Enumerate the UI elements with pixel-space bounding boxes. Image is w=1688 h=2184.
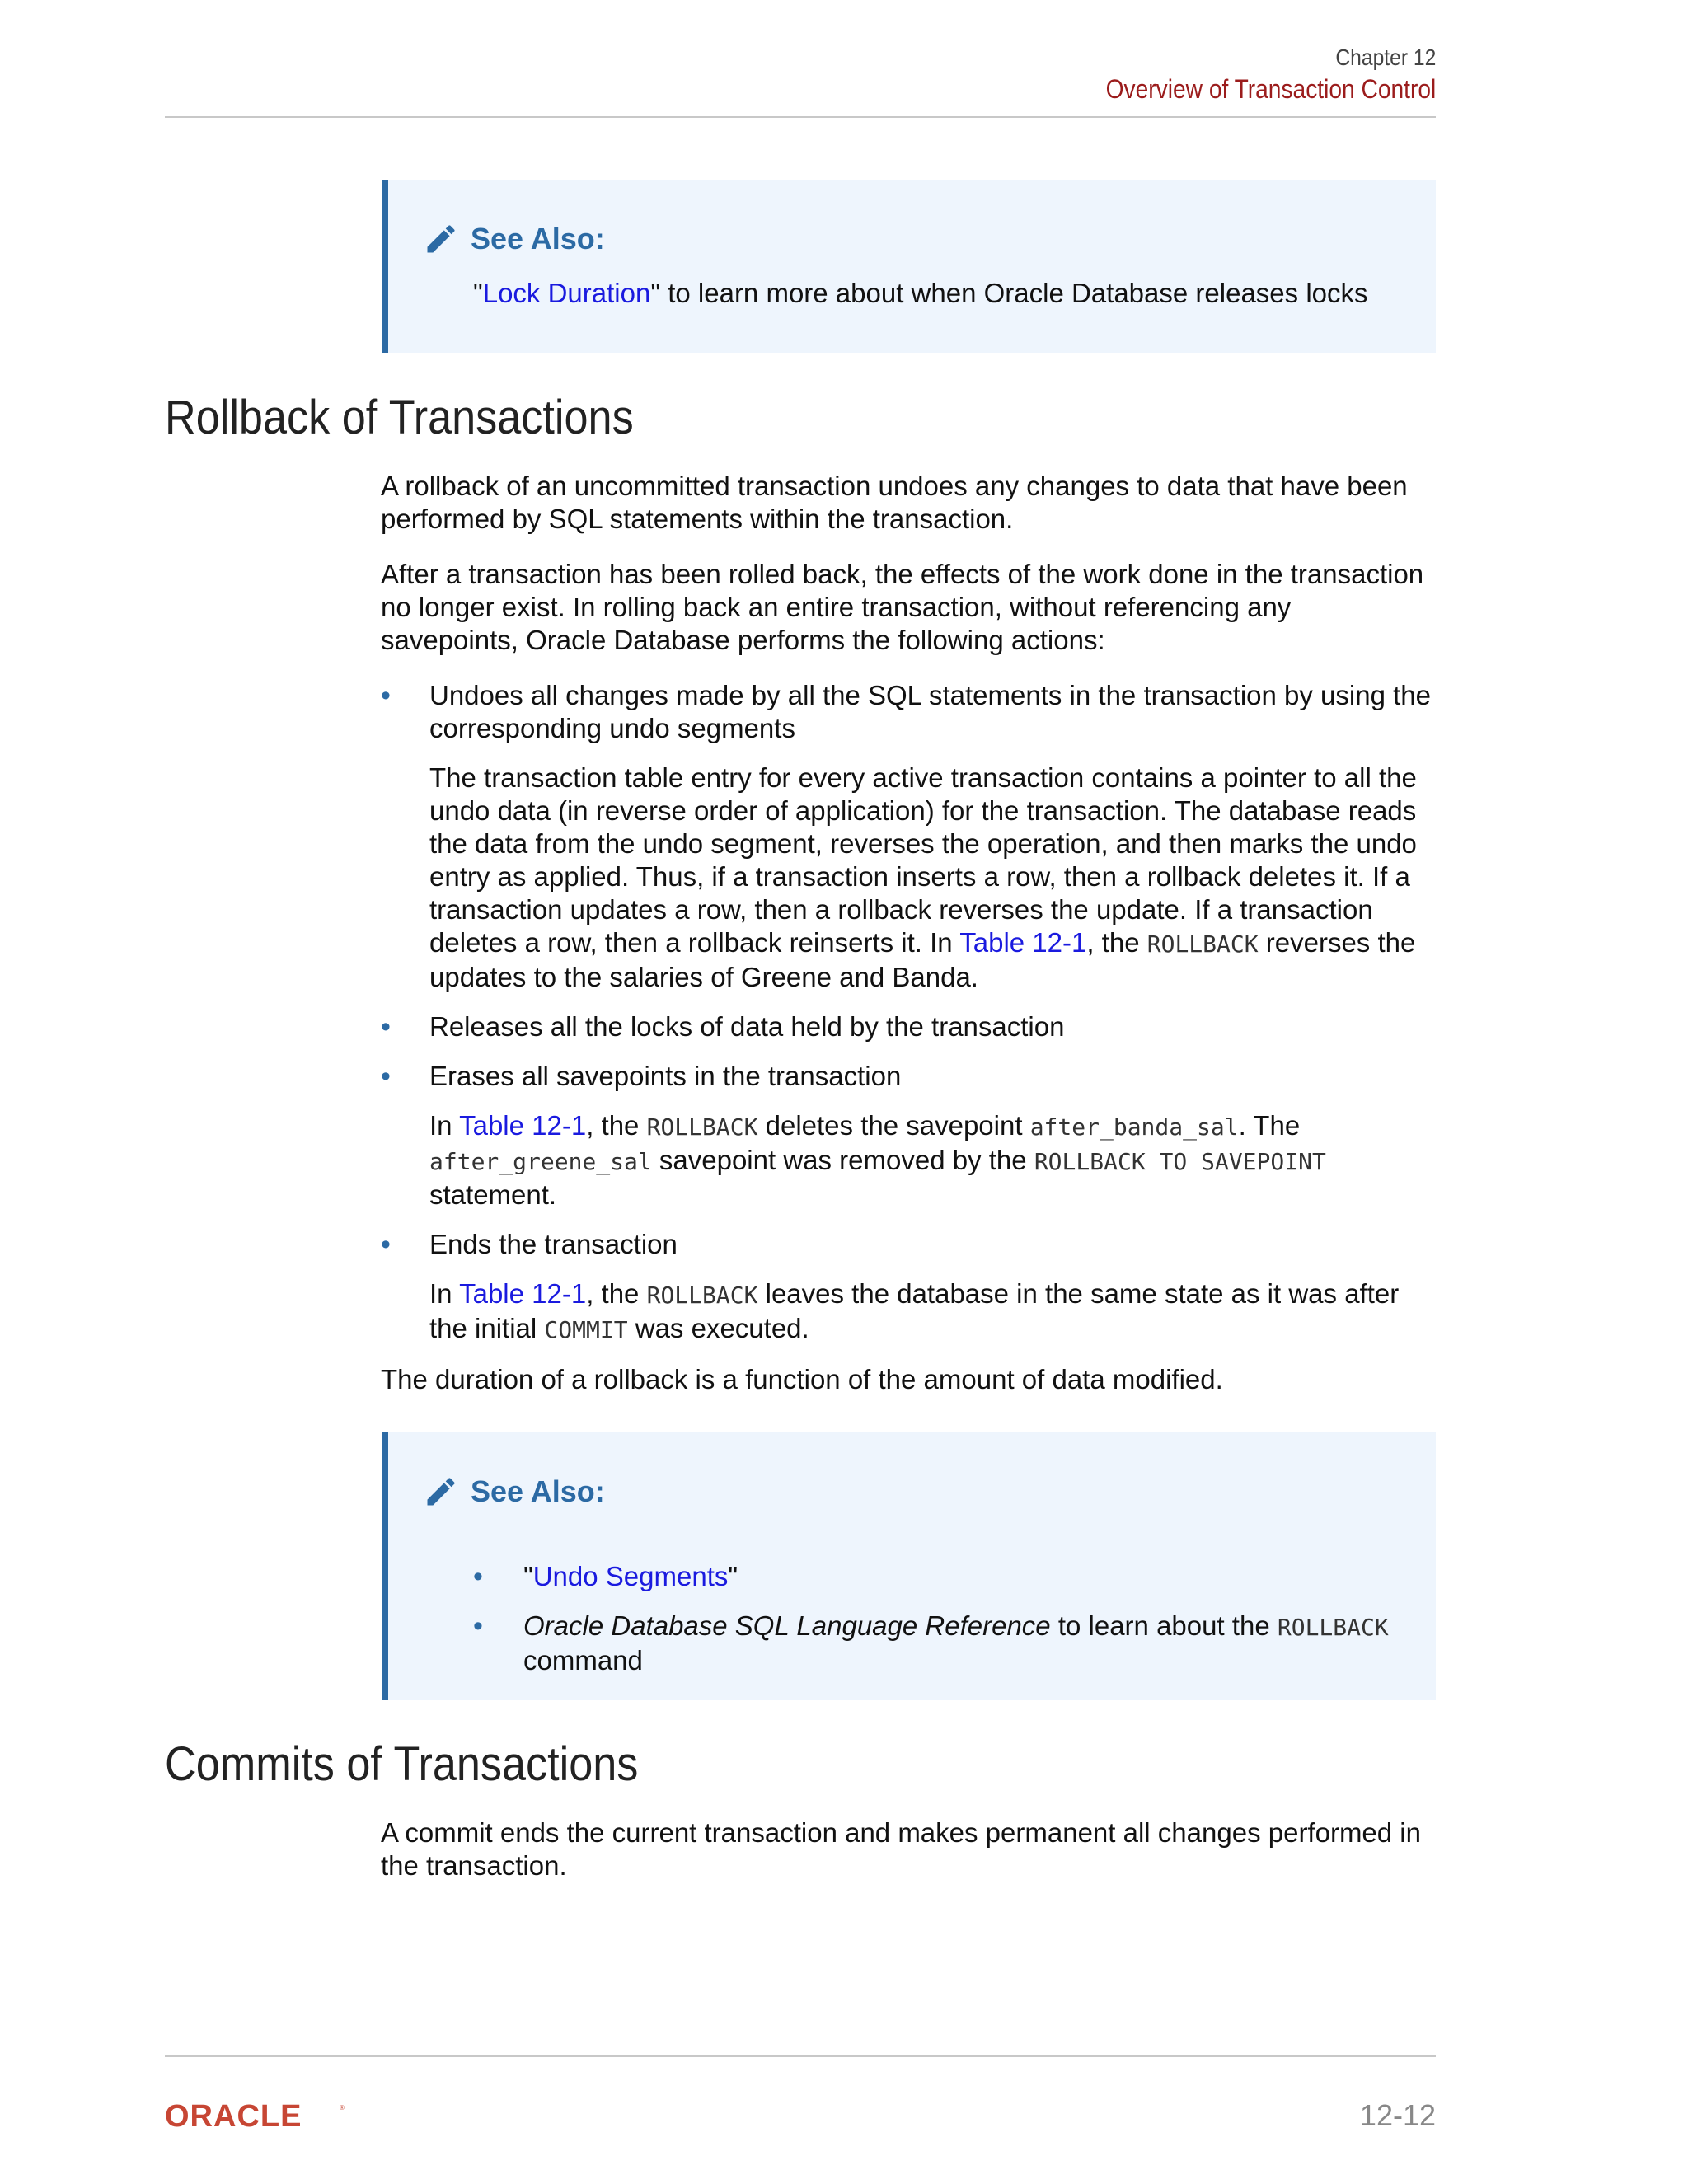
savepoint-code: after_greene_sal — [429, 1148, 652, 1175]
table-12-1-link[interactable]: Table 12-1 — [459, 1278, 587, 1309]
detail-text: , the — [1086, 927, 1147, 958]
bullet-text: Erases all savepoints in the transaction — [429, 1061, 902, 1091]
rollback-to-savepoint-code: ROLLBACK TO SAVEPOINT — [1034, 1148, 1326, 1175]
rollback-paragraph-1: A rollback of an uncommitted transaction undoes any changes to data that have been performed by SQL statements within the transaction. — [381, 471, 1408, 534]
detail-text: . The — [1238, 1110, 1301, 1141]
see-also-note-undo — [382, 1432, 1436, 1700]
registered-mark-icon: ® — [340, 2104, 345, 2111]
rollback-code: ROLLBACK — [646, 1282, 758, 1309]
rollback-heading: Rollback of Transactions — [165, 391, 634, 444]
list-item — [381, 679, 1436, 745]
detail-text: In — [429, 1110, 460, 1141]
list-item: • "Undo Segments" — [473, 1561, 738, 1592]
list-item — [473, 1610, 1404, 1677]
note-label: See Also: — [471, 1474, 605, 1508]
rollback-paragraph-2: After a transaction has been rolled back, the effects of the work done in the transaction no longer exist. In rolling back an entire transaction, without referencing any savepoints, Oracle Database performs the following actions: — [381, 559, 1424, 655]
bullet-text: Undoes all changes made by all the SQL statements in the transaction by using the corresponding undo segments — [429, 680, 1431, 743]
rollback-code: ROLLBACK — [1277, 1614, 1389, 1641]
pencil-icon — [423, 221, 459, 257]
see-also-note-lock-duration — [382, 180, 1436, 353]
see-also-list — [473, 1560, 1404, 1694]
chapter-title: Overview of Transaction Control — [1105, 74, 1436, 104]
table-12-1-link[interactable]: Table 12-1 — [459, 1110, 587, 1141]
list-item — [381, 1228, 1436, 1261]
lock-duration-link[interactable]: Lock Duration — [482, 278, 651, 308]
bullet-icon: • — [381, 1011, 391, 1043]
detail-text: statement. — [429, 1179, 557, 1210]
bullet-detail — [381, 1277, 1436, 1347]
commits-heading: Commits of Transactions — [165, 1737, 639, 1791]
note-text-body: to learn more about when Oracle Database releases locks — [660, 278, 1368, 308]
detail-text: reverses the updates to the salaries of Greene and Banda. — [429, 927, 1416, 992]
table-12-1-link[interactable]: Table 12-1 — [959, 927, 1087, 958]
rollback-body — [381, 470, 1436, 1396]
detail-text: savepoint was removed by the — [651, 1145, 1034, 1175]
detail-text: In — [429, 1278, 460, 1309]
savepoint-code: after_banda_sal — [1029, 1113, 1239, 1141]
list-item — [381, 1010, 1436, 1043]
list-item — [381, 1060, 1436, 1093]
note-header — [423, 221, 605, 257]
oracle-logo — [165, 2100, 346, 2137]
rollback-code: ROLLBACK — [1146, 930, 1259, 958]
footer-divider — [165, 2055, 1436, 2057]
detail-text: leaves the database in the same state as it was after the initial — [429, 1278, 1400, 1343]
detail-text: , the — [586, 1278, 647, 1309]
page-number: 12-12 — [1359, 2098, 1436, 2132]
chapter-header — [1061, 43, 1436, 105]
detail-text: , the — [586, 1110, 647, 1141]
rollback-code: ROLLBACK — [646, 1113, 758, 1141]
note-item-text: to learn about the — [1050, 1610, 1278, 1641]
note-label: See Also: — [471, 222, 605, 255]
commit-code: COMMIT — [544, 1316, 628, 1343]
chapter-number: Chapter 12 — [1335, 45, 1436, 70]
bullet-text: Releases all the locks of data held by the transaction — [429, 1011, 1065, 1042]
note-header — [423, 1474, 605, 1510]
rollback-paragraph-3: The duration of a rollback is a function of the amount of data modified. — [381, 1364, 1223, 1394]
oracle-logo-text: ORACLE — [165, 2100, 302, 2133]
bullet-icon: • — [381, 680, 391, 711]
bullet-icon: • — [381, 1229, 391, 1260]
commits-paragraph-1: A commit ends the current transaction and makes permanent all changes performed in the transaction. — [381, 1817, 1421, 1881]
note-item-text: command — [523, 1645, 643, 1675]
bullet-icon: • — [381, 1061, 391, 1092]
detail-text: was executed. — [627, 1313, 809, 1343]
detail-text: deletes the savepoint — [757, 1110, 1030, 1141]
pencil-icon — [423, 1474, 459, 1510]
sql-reference-title: Oracle Database SQL Language Reference — [523, 1610, 1051, 1641]
bullet-detail — [381, 1109, 1436, 1212]
header-divider — [165, 116, 1436, 118]
bullet-detail — [381, 762, 1436, 994]
commits-body — [381, 1816, 1436, 1882]
note-text: "Lock Duration" to learn more about when Oracle Database releases locks — [473, 278, 1368, 308]
bullet-text: Ends the transaction — [429, 1229, 678, 1259]
undo-segments-link[interactable]: Undo Segments — [532, 1561, 729, 1591]
bullet-icon: • — [473, 1610, 483, 1642]
bullet-icon: • — [473, 1561, 483, 1592]
detail-text: The transaction table entry for every active transaction contains a pointer to all the undo data (in reverse order of application) for the transaction. The database reads the data from the undo segment, reverses the operation, and then marks the undo entry as applied. Thus, if a transaction inserts a row, then a rollback deletes it. If a transaction updates a row, then a rollback reverses the update. If a transaction deletes a row, then a rollback reinserts it. In — [429, 762, 1417, 958]
oracle-logo-mark — [165, 2100, 346, 2133]
